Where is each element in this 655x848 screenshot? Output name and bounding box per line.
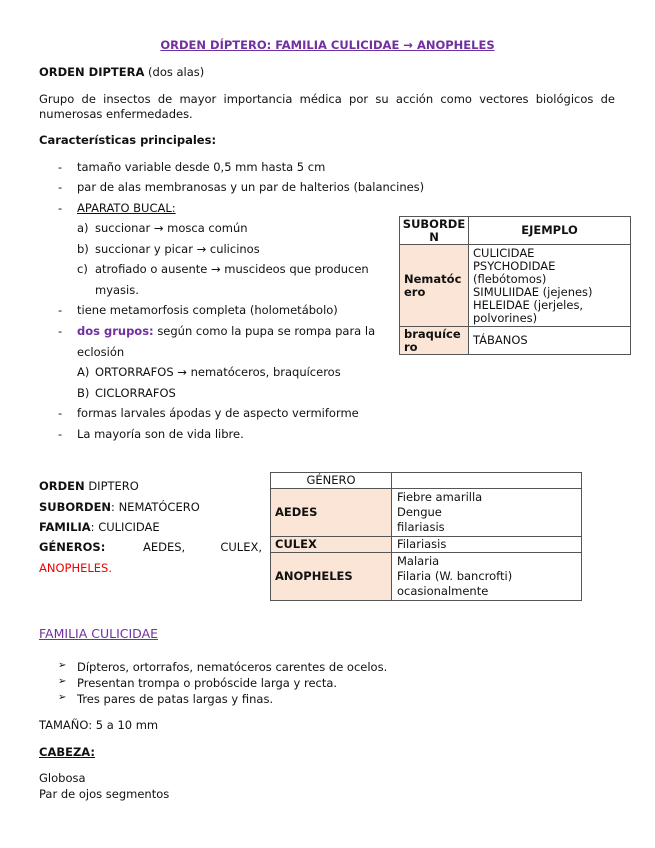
ejemplo-cell: CULICIDAE PSYCHODIDAE (flebótomos) SIMULIIDAE (jejenes) HELEIDAE (jerjeles, polvorines) (469, 245, 631, 327)
ejemplo-cell: TÁBANOS (469, 327, 631, 355)
taxonomy-orden: ORDEN DIPTERO (39, 479, 139, 493)
arrow-bullet-icon: ➢ (58, 676, 67, 687)
dos-grupos-label: dos grupos: (77, 324, 154, 338)
suborden-cell: Nematócero (400, 245, 469, 327)
suborden-header: SUBORDEN (400, 217, 469, 245)
suborden-cell: braquícero (400, 327, 469, 355)
disease-cell: Fiebre amarilla Dengue filariasis (392, 489, 582, 537)
blank-header (392, 473, 582, 489)
arrow-bullet-icon: ➢ (58, 692, 67, 703)
orden-line (39, 65, 204, 79)
genus-cell: ANOPHELES (271, 553, 392, 601)
cabeza-heading: CABEZA: (39, 745, 96, 759)
taxonomy-anopheles: ANOPHELES. (39, 561, 112, 575)
taxonomy-suborden: SUBORDEN: NEMATÓCERO (39, 500, 200, 514)
intro-paragraph: Grupo de insectos de mayor importancia médica por su acción como vectores biológicos de numerosas enfermedades. (39, 92, 615, 121)
suborden-table (399, 216, 631, 355)
taxonomy-familia: FAMILIA: CULICIDAE (39, 520, 160, 534)
genus-cell: AEDES (271, 489, 392, 537)
list-item-continuation: eclosión (77, 345, 125, 359)
cabeza-line: Globosa (39, 771, 86, 785)
ejemplo-header: EJEMPLO (469, 217, 631, 245)
arrow-bullet-icon: ➢ (58, 660, 67, 671)
generos-table (270, 472, 582, 601)
disease-cell: Malaria Filaria (W. bancrofti) ocasionalmente (392, 553, 582, 601)
orden-label: ORDEN DIPTERA (39, 65, 145, 79)
disease-cell: Filariasis (392, 537, 582, 553)
genero-header: GÉNERO (271, 473, 392, 489)
caracteristicas-heading: Características principales: (39, 133, 217, 147)
taxonomy-generos: GÉNEROS: AEDES, CULEX, (39, 540, 262, 554)
cabeza-line: Par de ojos segmentos (39, 787, 170, 801)
page-title: ORDEN DÍPTERO: FAMILIA CULICIDAE → ANOPHELES (160, 38, 495, 52)
familia-heading: FAMILIA CULICIDAE (39, 626, 159, 641)
tamano-line: TAMAÑO: 5 a 10 mm (39, 718, 159, 732)
orden-note: (dos alas) (148, 65, 205, 79)
genus-cell: CULEX (271, 537, 392, 553)
